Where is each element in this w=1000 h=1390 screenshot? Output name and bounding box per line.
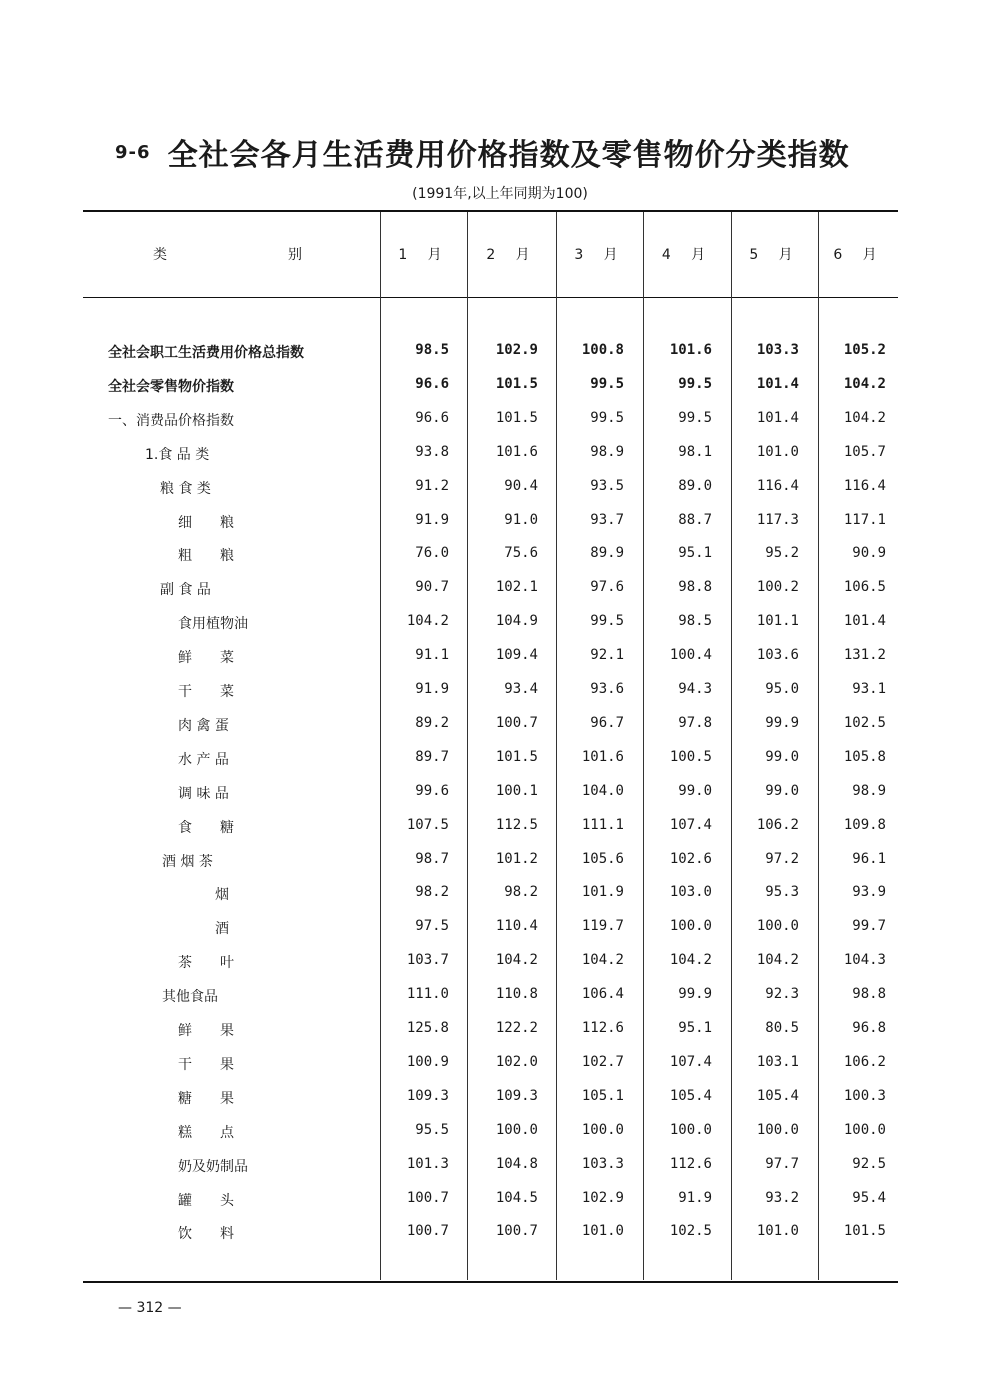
cell-month-3: 99.5 xyxy=(590,613,624,630)
cell-month-1: 95.5 xyxy=(415,1121,449,1138)
row-label: 细 粮 xyxy=(178,514,234,531)
cell-month-5: 104.2 xyxy=(756,952,799,969)
cell-month-2: 102.0 xyxy=(495,1053,538,1070)
cell-month-4: 100.5 xyxy=(669,748,712,765)
cell-month-6: 104.3 xyxy=(843,952,886,969)
cell-month-5: 99.9 xyxy=(765,714,799,731)
cell-month-4: 98.1 xyxy=(678,443,712,460)
cell-month-2: 98.2 xyxy=(504,884,538,901)
table-row xyxy=(0,817,1000,847)
cell-month-5: 103.3 xyxy=(756,342,799,358)
cell-month-1: 93.8 xyxy=(415,443,449,460)
table-row xyxy=(0,1156,1000,1186)
cell-month-6: 116.4 xyxy=(843,477,886,494)
cell-month-5: 100.2 xyxy=(756,579,799,596)
cell-month-1: 90.7 xyxy=(415,579,449,596)
cell-month-3: 101.0 xyxy=(581,1223,624,1240)
header-month-6: 6 月 xyxy=(833,247,885,263)
cell-month-3: 102.9 xyxy=(581,1189,624,1206)
cell-month-2: 101.5 xyxy=(495,375,538,392)
row-label: 一、消费品价格指数 xyxy=(108,412,234,429)
cell-month-2: 109.3 xyxy=(495,1087,538,1104)
table-title: 全社会各月生活费用价格指数及零售物价分类指数 xyxy=(167,138,850,173)
cell-month-4: 102.5 xyxy=(669,1223,712,1240)
cell-month-3: 101.9 xyxy=(581,884,624,901)
cell-month-3: 93.5 xyxy=(590,477,624,494)
cell-month-5: 100.0 xyxy=(756,918,799,935)
cell-month-1: 91.9 xyxy=(415,511,449,528)
row-label: 烟 xyxy=(215,887,229,904)
cell-month-2: 104.9 xyxy=(495,613,538,630)
cell-month-2: 101.5 xyxy=(495,748,538,765)
cell-month-2: 100.7 xyxy=(495,714,538,731)
cell-month-5: 101.0 xyxy=(756,1223,799,1240)
table-row xyxy=(0,1223,1000,1253)
cell-month-4: 98.5 xyxy=(678,613,712,630)
table-row xyxy=(0,478,1000,508)
row-label: 鲜 果 xyxy=(178,1023,234,1039)
cell-month-6: 102.5 xyxy=(843,714,886,731)
cell-month-2: 102.9 xyxy=(495,342,538,358)
row-label: 全社会职工生活费用价格总指数 xyxy=(108,345,304,361)
row-label: 粗 粮 xyxy=(178,548,234,565)
cell-month-5: 93.2 xyxy=(765,1189,799,1206)
row-label: 饮 料 xyxy=(178,1226,234,1243)
cell-month-4: 112.6 xyxy=(669,1155,712,1172)
cell-month-2: 110.8 xyxy=(495,986,538,1003)
cell-month-1: 76.0 xyxy=(415,545,449,562)
cell-month-4: 89.0 xyxy=(678,477,712,494)
cell-month-5: 101.4 xyxy=(756,375,799,392)
cell-month-5: 103.1 xyxy=(756,1053,799,1070)
header-month-2: 2 月 xyxy=(486,247,538,263)
cell-month-2: 100.7 xyxy=(495,1223,538,1240)
cell-month-2: 109.4 xyxy=(495,647,538,664)
cell-month-3: 119.7 xyxy=(581,918,624,935)
cell-month-1: 125.8 xyxy=(406,1020,449,1036)
column-divider xyxy=(731,212,732,1280)
cell-month-5: 100.0 xyxy=(756,1121,799,1138)
cell-month-1: 96.6 xyxy=(415,409,449,426)
cell-month-2: 122.2 xyxy=(495,1020,538,1036)
cell-month-6: 93.1 xyxy=(852,681,886,697)
row-label: 茶 叶 xyxy=(178,955,234,972)
cell-month-2: 110.4 xyxy=(495,918,538,935)
cell-month-3: 96.7 xyxy=(590,714,624,731)
cell-month-3: 104.0 xyxy=(581,782,624,799)
cell-month-2: 101.2 xyxy=(495,850,538,867)
row-label: 罐 头 xyxy=(178,1192,234,1209)
cell-month-6: 104.2 xyxy=(843,409,886,426)
cell-month-4: 99.5 xyxy=(678,409,712,426)
cell-month-3: 112.6 xyxy=(581,1020,624,1036)
cell-month-3: 105.6 xyxy=(581,850,624,867)
cell-month-6: 106.2 xyxy=(843,1053,886,1070)
table-row xyxy=(0,681,1000,711)
cell-month-6: 109.8 xyxy=(843,816,886,833)
row-label: 干 菜 xyxy=(178,684,234,700)
cell-month-4: 88.7 xyxy=(678,511,712,528)
cell-month-1: 89.7 xyxy=(415,748,449,765)
row-label: 糕 点 xyxy=(178,1124,234,1141)
cell-month-3: 105.1 xyxy=(581,1087,624,1104)
row-label: 1.食 品 类 xyxy=(145,446,210,463)
row-label: 全社会零售物价指数 xyxy=(108,378,234,395)
cell-month-2: 93.4 xyxy=(504,681,538,697)
cell-month-2: 100.1 xyxy=(495,782,538,799)
table-row xyxy=(0,342,1000,372)
cell-month-1: 91.9 xyxy=(415,681,449,697)
cell-month-5: 103.6 xyxy=(756,647,799,664)
cell-month-4: 104.2 xyxy=(669,952,712,969)
cell-month-6: 98.9 xyxy=(852,782,886,799)
row-label: 奶及奶制品 xyxy=(178,1158,248,1175)
header-category-right: 别 xyxy=(288,247,302,263)
table-row xyxy=(0,647,1000,677)
table-subtitle: (1991年,以上年同期为100) xyxy=(412,186,588,202)
cell-month-6: 98.8 xyxy=(852,986,886,1003)
cell-month-2: 101.5 xyxy=(495,409,538,426)
cell-month-1: 100.9 xyxy=(406,1053,449,1070)
cell-month-3: 103.3 xyxy=(581,1155,624,1172)
column-divider xyxy=(643,212,644,1280)
page-title xyxy=(115,130,915,174)
cell-month-6: 105.8 xyxy=(843,748,886,765)
cell-month-1: 100.7 xyxy=(406,1189,449,1206)
column-divider xyxy=(556,212,557,1280)
cell-month-4: 95.1 xyxy=(678,1020,712,1036)
header-month-3: 3 月 xyxy=(574,247,626,263)
cell-month-1: 109.3 xyxy=(406,1087,449,1104)
cell-month-6: 101.5 xyxy=(843,1223,886,1240)
table-row xyxy=(0,1190,1000,1220)
column-divider xyxy=(380,212,381,1280)
cell-month-6: 106.5 xyxy=(843,579,886,596)
cell-month-6: 101.4 xyxy=(843,613,886,630)
cell-month-1: 98.2 xyxy=(415,884,449,901)
cell-month-3: 99.5 xyxy=(590,409,624,426)
cell-month-5: 117.3 xyxy=(756,511,799,528)
table-row xyxy=(0,444,1000,474)
row-label: 鲜 菜 xyxy=(178,650,234,667)
table-number: 9-6 xyxy=(115,141,151,163)
cell-month-1: 98.7 xyxy=(415,850,449,867)
row-label: 肉 禽 蛋 xyxy=(178,717,229,734)
row-label: 干 果 xyxy=(178,1056,234,1073)
cell-month-1: 91.2 xyxy=(415,477,449,494)
table-row xyxy=(0,1088,1000,1118)
cell-month-1: 111.0 xyxy=(406,986,449,1003)
cell-month-4: 97.8 xyxy=(678,714,712,731)
cell-month-5: 101.4 xyxy=(756,409,799,426)
row-label: 副 食 品 xyxy=(160,582,211,599)
table-row xyxy=(0,715,1000,745)
cell-month-1: 103.7 xyxy=(406,952,449,969)
cell-month-5: 92.3 xyxy=(765,986,799,1003)
table-bottom-rule xyxy=(83,1281,898,1283)
cell-month-6: 100.0 xyxy=(843,1121,886,1138)
cell-month-4: 100.4 xyxy=(669,647,712,664)
cell-month-4: 95.1 xyxy=(678,545,712,562)
table-row xyxy=(0,613,1000,643)
table-row xyxy=(0,851,1000,881)
cell-month-2: 101.6 xyxy=(495,443,538,460)
cell-month-4: 101.6 xyxy=(669,342,712,358)
cell-month-2: 104.8 xyxy=(495,1155,538,1172)
table-row xyxy=(0,410,1000,440)
row-label: 酒 烟 茶 xyxy=(162,853,213,870)
table-row xyxy=(0,1020,1000,1050)
cell-month-2: 91.0 xyxy=(504,511,538,528)
table-row xyxy=(0,376,1000,406)
cell-month-2: 104.2 xyxy=(495,952,538,969)
cell-month-2: 112.5 xyxy=(495,816,538,833)
cell-month-5: 105.4 xyxy=(756,1087,799,1104)
cell-month-1: 101.3 xyxy=(406,1155,449,1172)
table-top-rule xyxy=(83,210,898,212)
cell-month-1: 107.5 xyxy=(406,816,449,833)
cell-month-4: 107.4 xyxy=(669,1053,712,1070)
cell-month-3: 102.7 xyxy=(581,1053,624,1070)
cell-month-3: 101.6 xyxy=(581,748,624,765)
column-divider xyxy=(467,212,468,1280)
cell-month-3: 100.0 xyxy=(581,1121,624,1138)
cell-month-5: 97.2 xyxy=(765,850,799,867)
cell-month-3: 89.9 xyxy=(590,545,624,562)
cell-month-5: 97.7 xyxy=(765,1155,799,1172)
table-row xyxy=(0,884,1000,914)
cell-month-3: 104.2 xyxy=(581,952,624,969)
cell-month-4: 99.5 xyxy=(678,375,712,392)
cell-month-6: 105.7 xyxy=(843,443,886,460)
cell-month-6: 99.7 xyxy=(852,918,886,935)
cell-month-6: 104.2 xyxy=(843,375,886,392)
cell-month-6: 96.1 xyxy=(852,850,886,867)
table-row xyxy=(0,783,1000,813)
cell-month-3: 93.7 xyxy=(590,511,624,528)
cell-month-6: 96.8 xyxy=(852,1020,886,1036)
cell-month-6: 90.9 xyxy=(852,545,886,562)
table-row xyxy=(0,749,1000,779)
cell-month-4: 94.3 xyxy=(678,681,712,697)
cell-month-2: 100.0 xyxy=(495,1121,538,1138)
cell-month-1: 99.6 xyxy=(415,782,449,799)
cell-month-1: 96.6 xyxy=(415,375,449,392)
cell-month-2: 90.4 xyxy=(504,477,538,494)
cell-month-6: 95.4 xyxy=(852,1189,886,1206)
cell-month-6: 100.3 xyxy=(843,1087,886,1104)
cell-month-6: 117.1 xyxy=(843,511,886,528)
row-label: 粮 食 类 xyxy=(160,480,211,497)
table-row xyxy=(0,512,1000,542)
cell-month-4: 91.9 xyxy=(678,1189,712,1206)
cell-month-4: 102.6 xyxy=(669,850,712,867)
cell-month-5: 101.0 xyxy=(756,443,799,460)
row-label: 食 糖 xyxy=(178,819,234,836)
cell-month-3: 97.6 xyxy=(590,579,624,596)
cell-month-6: 105.2 xyxy=(843,342,886,358)
cell-month-6: 92.5 xyxy=(852,1155,886,1172)
cell-month-1: 98.5 xyxy=(415,342,449,358)
row-label: 食用植物油 xyxy=(178,616,248,633)
cell-month-1: 89.2 xyxy=(415,714,449,731)
cell-month-4: 98.8 xyxy=(678,579,712,596)
table-row xyxy=(0,1122,1000,1152)
header-month-5: 5 月 xyxy=(749,247,801,263)
cell-month-1: 91.1 xyxy=(415,647,449,664)
cell-month-4: 100.0 xyxy=(669,1121,712,1138)
cell-month-1: 104.2 xyxy=(406,613,449,630)
cell-month-5: 116.4 xyxy=(756,477,799,494)
cell-month-5: 99.0 xyxy=(765,782,799,799)
cell-month-3: 92.1 xyxy=(590,647,624,664)
table-row xyxy=(0,952,1000,982)
cell-month-2: 102.1 xyxy=(495,579,538,596)
cell-month-5: 106.2 xyxy=(756,816,799,833)
cell-month-5: 80.5 xyxy=(765,1020,799,1036)
cell-month-3: 98.9 xyxy=(590,443,624,460)
table-row xyxy=(0,579,1000,609)
header-month-1: 1 月 xyxy=(398,247,450,263)
table-row xyxy=(0,545,1000,575)
header-month-4: 4 月 xyxy=(661,247,714,263)
row-label: 糖 果 xyxy=(178,1090,234,1107)
cell-month-1: 97.5 xyxy=(415,918,449,935)
row-label: 酒 xyxy=(215,921,229,938)
cell-month-6: 131.2 xyxy=(843,647,886,664)
row-label: 调 味 品 xyxy=(178,785,229,802)
cell-month-3: 111.1 xyxy=(581,816,624,833)
cell-month-3: 106.4 xyxy=(581,986,624,1003)
cell-month-5: 95.0 xyxy=(765,681,799,697)
table-row xyxy=(0,1054,1000,1084)
cell-month-5: 101.1 xyxy=(756,613,799,630)
table-row xyxy=(0,986,1000,1016)
cell-month-3: 93.6 xyxy=(590,681,624,697)
cell-month-5: 95.2 xyxy=(765,545,799,562)
column-divider xyxy=(818,212,819,1280)
page-number: — 312 — xyxy=(118,1300,182,1316)
cell-month-4: 99.0 xyxy=(678,782,712,799)
cell-month-4: 99.9 xyxy=(678,986,712,1003)
row-label: 其他食品 xyxy=(162,989,218,1006)
header-rule xyxy=(83,297,898,298)
cell-month-2: 104.5 xyxy=(495,1189,538,1206)
cell-month-5: 99.0 xyxy=(765,748,799,765)
cell-month-6: 93.9 xyxy=(852,884,886,901)
table-row xyxy=(0,918,1000,948)
cell-month-3: 99.5 xyxy=(590,375,624,392)
header-category-left: 类 xyxy=(153,247,167,263)
cell-month-5: 95.3 xyxy=(765,884,799,901)
cell-month-2: 75.6 xyxy=(504,545,538,562)
cell-month-3: 100.8 xyxy=(581,342,624,358)
cell-month-4: 100.0 xyxy=(669,918,712,935)
row-label: 水 产 品 xyxy=(178,751,229,768)
cell-month-4: 103.0 xyxy=(669,884,712,901)
cell-month-1: 100.7 xyxy=(406,1223,449,1240)
cell-month-4: 107.4 xyxy=(669,816,712,833)
cell-month-4: 105.4 xyxy=(669,1087,712,1104)
